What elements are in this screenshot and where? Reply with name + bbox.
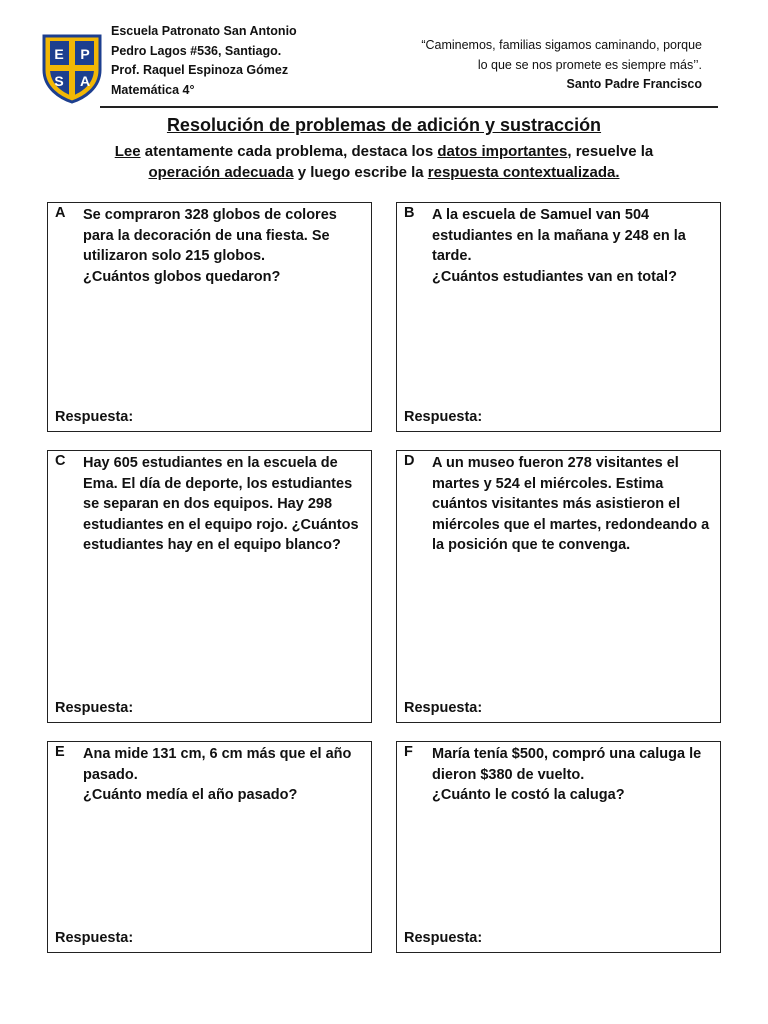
- problem-box-c[interactable]: [47, 450, 372, 723]
- problem-text: [83, 453, 365, 556]
- subject-grade: Matemática 4°: [111, 82, 195, 97]
- answer-label: Respuesta:: [404, 930, 483, 946]
- problem-text: [83, 744, 365, 806]
- school-info: [111, 22, 297, 100]
- quote-line-1: “Caminemos, familias sigamos caminando, porque: [421, 38, 702, 52]
- instr-lee: Lee: [114, 143, 141, 160]
- school-crest-logo: [40, 32, 104, 104]
- instr-respuesta: respuesta contextualizada.: [427, 164, 620, 181]
- problem-question: ¿Cuánto medía el año pasado?: [83, 787, 298, 803]
- problem-box-b[interactable]: [396, 202, 721, 432]
- problem-statement: Hay 605 estudiantes en la escuela de Ema. El día de deporte, los estudiantes se separan en dos equipos. Hay 298 estudiantes en el equipo rojo. ¿Cuántos estudiantes hay en el equipo blanco?: [83, 455, 359, 553]
- answer-label: Respuesta:: [404, 409, 483, 425]
- problem-letter: E: [55, 744, 65, 760]
- instr-text-1: atentamente cada problema, destaca los: [140, 143, 438, 160]
- problem-question: ¿Cuánto le costó la caluga?: [432, 787, 625, 803]
- svg-text:E: E: [54, 46, 64, 62]
- problem-text: [432, 205, 714, 287]
- problem-letter: A: [55, 205, 66, 221]
- page-title-text: Resolución de problemas de adición y sustracción: [166, 115, 602, 135]
- problem-statement: A la escuela de Samuel van 504 estudiantes en la mañana y 248 en la tarde.: [432, 207, 686, 264]
- teacher-name: Prof. Raquel Espinoza Gómez: [111, 63, 289, 77]
- instr-text-3: y luego escribe la: [293, 164, 428, 181]
- problem-statement: A un museo fueron 278 visitantes el martes y 524 el miércoles. Estima cuántos visitantes más asistieron el miércoles que el martes, redondeando a la posición que te convenga.: [432, 455, 710, 553]
- quote-author: Santo Padre Francisco: [566, 77, 702, 91]
- problem-letter: B: [404, 205, 415, 221]
- problem-box-d[interactable]: [396, 450, 721, 723]
- problem-statement: María tenía $500, compró una caluga le dieron $380 de vuelto.: [432, 746, 702, 783]
- answer-label: Respuesta:: [55, 930, 134, 946]
- instr-datos: datos importantes: [437, 143, 568, 160]
- problem-letter: F: [404, 744, 413, 760]
- answer-label: Respuesta:: [55, 409, 134, 425]
- problem-letter: D: [404, 453, 415, 469]
- answer-label: Respuesta:: [404, 700, 483, 716]
- instr-operacion: operación adecuada: [148, 164, 294, 181]
- quote: [342, 36, 702, 95]
- problem-box-a[interactable]: [47, 202, 372, 432]
- problem-statement: Se compraron 328 globos de colores para la decoración de una fiesta. Se utilizaron solo 215 globos.: [83, 207, 337, 264]
- problem-box-e[interactable]: [47, 741, 372, 953]
- problem-statement: Ana mide 131 cm, 6 cm más que el año pasado.: [83, 746, 352, 783]
- instructions: [60, 141, 708, 183]
- instr-text-2: , resuelve la: [567, 143, 654, 160]
- problem-text: [83, 205, 365, 287]
- problem-question: ¿Cuántos estudiantes van en total?: [432, 268, 677, 285]
- quote-line-2: lo que se nos promete es siempre más’’.: [477, 57, 702, 72]
- problem-text: [432, 744, 714, 806]
- page-title: [0, 115, 768, 136]
- svg-text:A: A: [79, 73, 91, 89]
- problem-letter: C: [55, 453, 66, 469]
- svg-text:S: S: [54, 73, 64, 89]
- school-name: Escuela Patronato San Antonio: [111, 24, 297, 38]
- header-divider: [100, 106, 718, 108]
- school-address: Pedro Lagos #536, Santiago.: [111, 43, 282, 58]
- answer-label: Respuesta:: [55, 700, 134, 716]
- problem-question: ¿Cuántos globos quedaron?: [83, 268, 281, 285]
- problem-text: [432, 453, 714, 556]
- svg-text:P: P: [80, 46, 90, 62]
- problem-box-f[interactable]: [396, 741, 721, 953]
